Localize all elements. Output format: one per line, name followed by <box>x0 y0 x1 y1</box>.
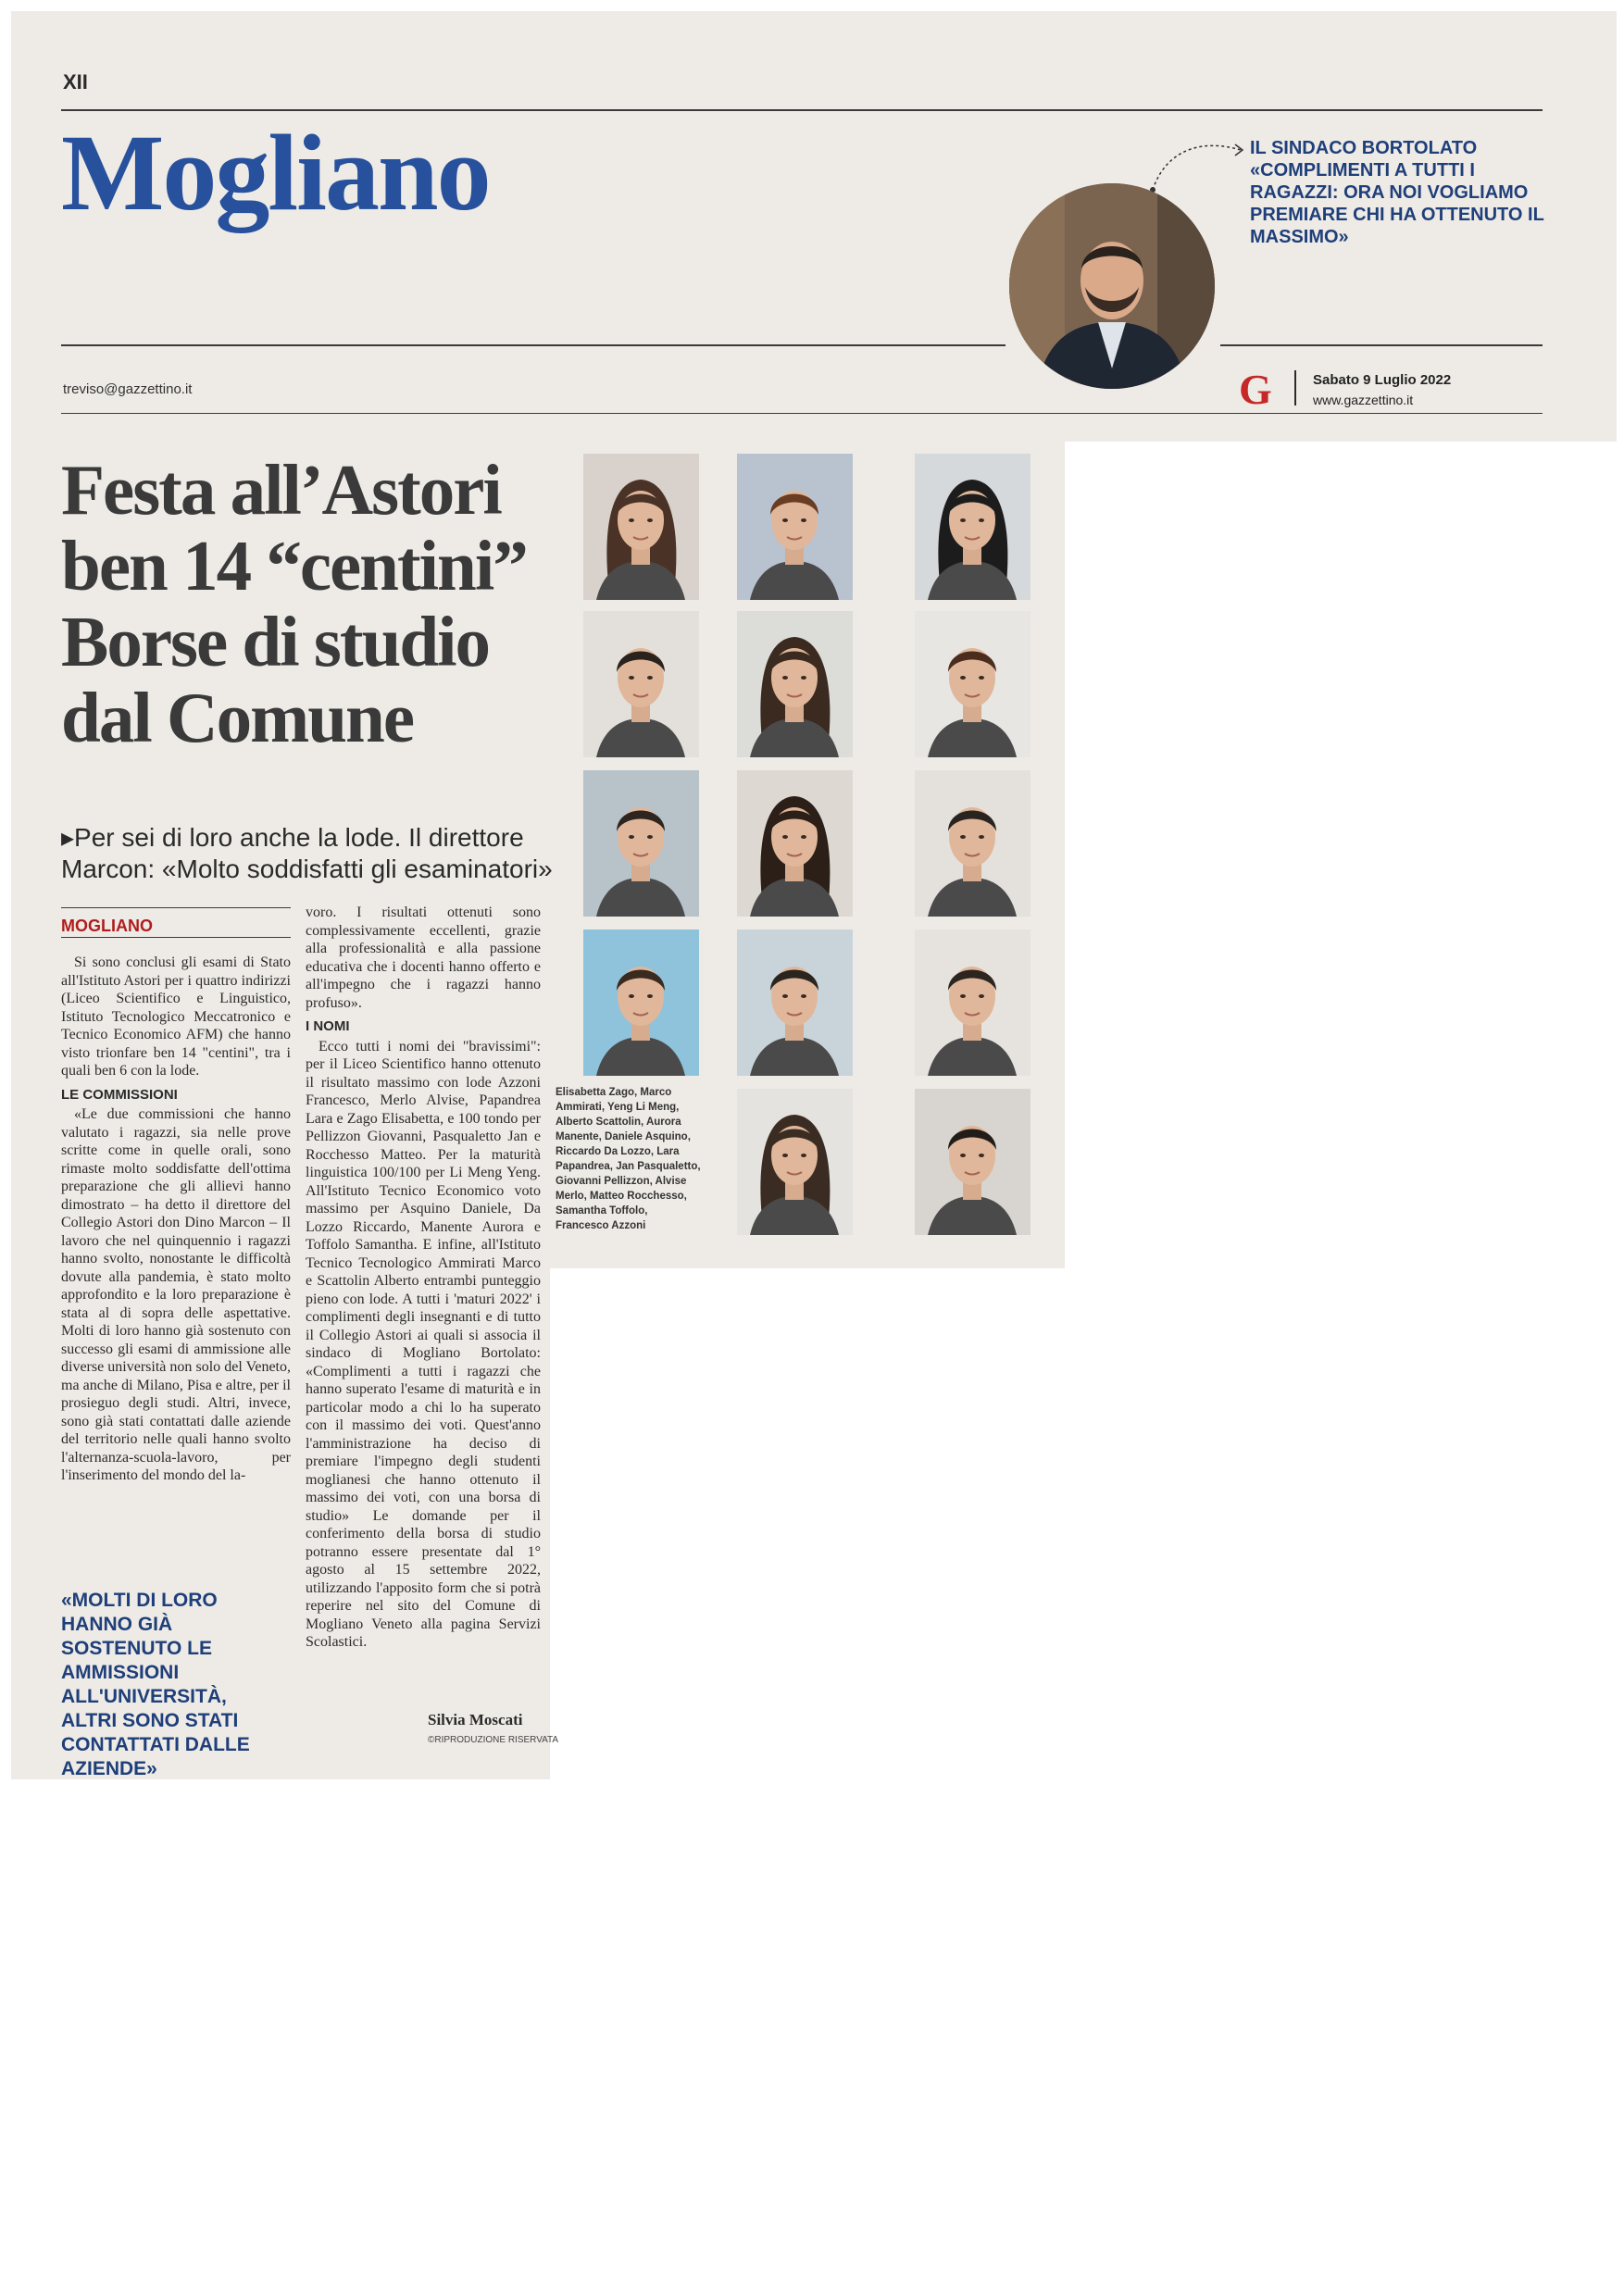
student-photo-6 <box>915 611 1031 757</box>
kicker-rule <box>61 907 291 908</box>
student-photo-2 <box>737 454 853 600</box>
section-rule-right <box>1220 344 1543 346</box>
section-rule <box>61 344 1006 346</box>
pull-quote: «MOLTI DI LORO HANNO GIÀ SOSTENUTO LE AMMISSIONI ALL'UNIVERSITÀ, ALTRI SONO STATI CONTATTATI DALLE AZIENDE» <box>61 1590 250 1779</box>
mayor-photo <box>1009 183 1215 389</box>
section-title: Mogliano <box>61 112 490 233</box>
header-bottom-rule <box>61 413 1543 414</box>
student-photo-14 <box>915 1089 1031 1235</box>
student-photo-12 <box>915 930 1031 1076</box>
student-photo-8 <box>737 770 853 917</box>
headline-line: Festa all’Astori <box>61 450 501 530</box>
student-photo-11 <box>737 930 853 1076</box>
copyright-notice: ©RIPRODUZIONE RISERVATA <box>428 1735 559 1745</box>
photo-caption: Elisabetta Zago, Marco Ammirati, Yeng Li Meng, Alberto Scattolin, Aurora Manente, Daniele Asquino, Riccardo Da Lozzo, Lara Papandrea, Jan Pasqualetto, Giovanni Pellizzon, Alvise Merlo, Matteo Rocchesso, Samantha Toffolo, Francesco Azzoni <box>556 1087 701 1231</box>
paragraph: Ecco tutti i nomi dei "bravissimi": per il Liceo Scientifico hanno ottenuto il risultato massimo con lode Azzoni Francesco, Merlo Alvise, Papandrea Lara e Zago Elisabetta, e 100 tondo per Pellizzon Giovanni, Pasqualetto Jan e Rocchesso Matteo. Per la maturità linguistica 100/100 per Li Meng Yeng. All'Istituto Tecnico Economico voto massimo per Asquino Daniele, Da Lozzo Riccardo, Manente Aurora e Toffolo Samantha. E infine, all'Istituto Tecnico Tecnologico Ammirati Marco e Scattolin Alberto entrambi punteggio pieno con lode. A tutti i 'maturi 2022' i complimenti degli insegnanti e di tutto il Collegio Astori ai quali si associa il sindaco di Mogliano Bortolato: «Complimenti a tutti i ragazzi che hanno superato l'esame di maturità e in particolar modo a chi lo ha superato con il massimo dei voti. Quest'anno l'amministrazione ha deciso di premiare l'impegno degli studenti moglianesi che hanno ottenuto il massimo dei voti, con una borsa di studio» Le domande per il conferimento della borsa di studio potranno essere presentate dal 1° agosto al 15 settembre 2022, utilizzando l'apposito form che si potrà reperire nel sito del Comune di Mogliano Veneto alla pagina Servizi Scolastici. <box>306 1038 541 1650</box>
byline: Silvia Moscati <box>428 1711 523 1728</box>
article-subheadline: ▸Per sei di loro anche la lode. Il direttore Marcon: «Molto soddisfatti gli esaminatori» <box>61 823 553 883</box>
headline-line: dal Comune <box>61 678 414 757</box>
student-photo-4 <box>583 611 699 757</box>
kicker-rule-bottom <box>61 937 291 938</box>
subheading: I NOMI <box>306 1018 350 1034</box>
logo-separator <box>1294 370 1296 406</box>
paragraph: voro. I risultati ottenuti sono complessivamente eccellenti, grazie alla professionalità e alla passione educativa che i docenti hanno offerto e all'impegno che i ragazzi hanno profuso». <box>306 905 541 1011</box>
student-photo-3 <box>915 454 1031 600</box>
student-photo-7 <box>583 770 699 917</box>
headline-line: ben 14 “centini” <box>61 526 527 605</box>
paragraph: Si sono conclusi gli esami di Stato all'Istituto Astori per i quattro indirizzi (Liceo Scientifico e Linguistico, Istituto Tecnologico Meccatronico e Tecnico Economico AFM) che hanno visto trionfare ben 14 "centini", tra i quali ben 6 con la lode. <box>61 955 291 1079</box>
student-photo-9 <box>915 770 1031 917</box>
mayor-quote: IL SINDACO BORTOLATO «COMPLIMENTI A TUTTI I RAGAZZI: ORA NOI VOGLIAMO PREMIARE CHI HA OTTENUTO IL MASSIMO» <box>1250 138 1544 247</box>
student-photo-1 <box>583 454 699 600</box>
issue-date: Sabato 9 Luglio 2022 <box>1313 372 1452 388</box>
headline-line: Borse di studio <box>61 602 490 681</box>
gazzettino-logo: G <box>1239 366 1272 413</box>
email-address: treviso@gazzettino.it <box>63 381 193 397</box>
student-photo-5 <box>737 611 853 757</box>
paragraph: «Le due commissioni che hanno valutato i ragazzi, sia nelle prove scritte come in quelle orali, sono rimaste molto soddisfatte dell'ottima preparazione che gli allievi hanno dimostrato – ha detto il direttore del Collegio Astori don Dino Marcon – Il lavoro che nel quinquennio i ragazzi hanno svolto, nonostante le difficoltà dovute alla pandemia, è stato molto approfondito e la loro preparazione è stata al di sopra delle aspettative. Molti di loro hanno già sostenuto con successo gli esami di ammissione alle diverse università non solo del Veneto, ma anche di Milano, Pisa e altre, per il prosieguo degli studi. Altri, invece, sono già stati contattati dalle aziende del territorio nelle quali hanno svolto l'alternanza-scuola-lavoro, per l'inserimento del mondo del la- <box>61 1106 291 1483</box>
student-photo-13 <box>737 1089 853 1235</box>
top-rule <box>61 109 1543 111</box>
article-kicker: MOGLIANO <box>61 917 153 935</box>
article-column-2 <box>306 904 541 1652</box>
pointer-arrow-icon <box>1148 139 1250 194</box>
subheading: LE COMMISSIONI <box>61 1086 178 1103</box>
website: www.gazzettino.it <box>1313 393 1414 407</box>
student-photo-10 <box>583 930 699 1076</box>
page-number: XII <box>63 70 88 94</box>
article-headline <box>61 452 561 755</box>
article-column-1 <box>61 954 291 1485</box>
bleed-through-shape <box>796 204 822 321</box>
